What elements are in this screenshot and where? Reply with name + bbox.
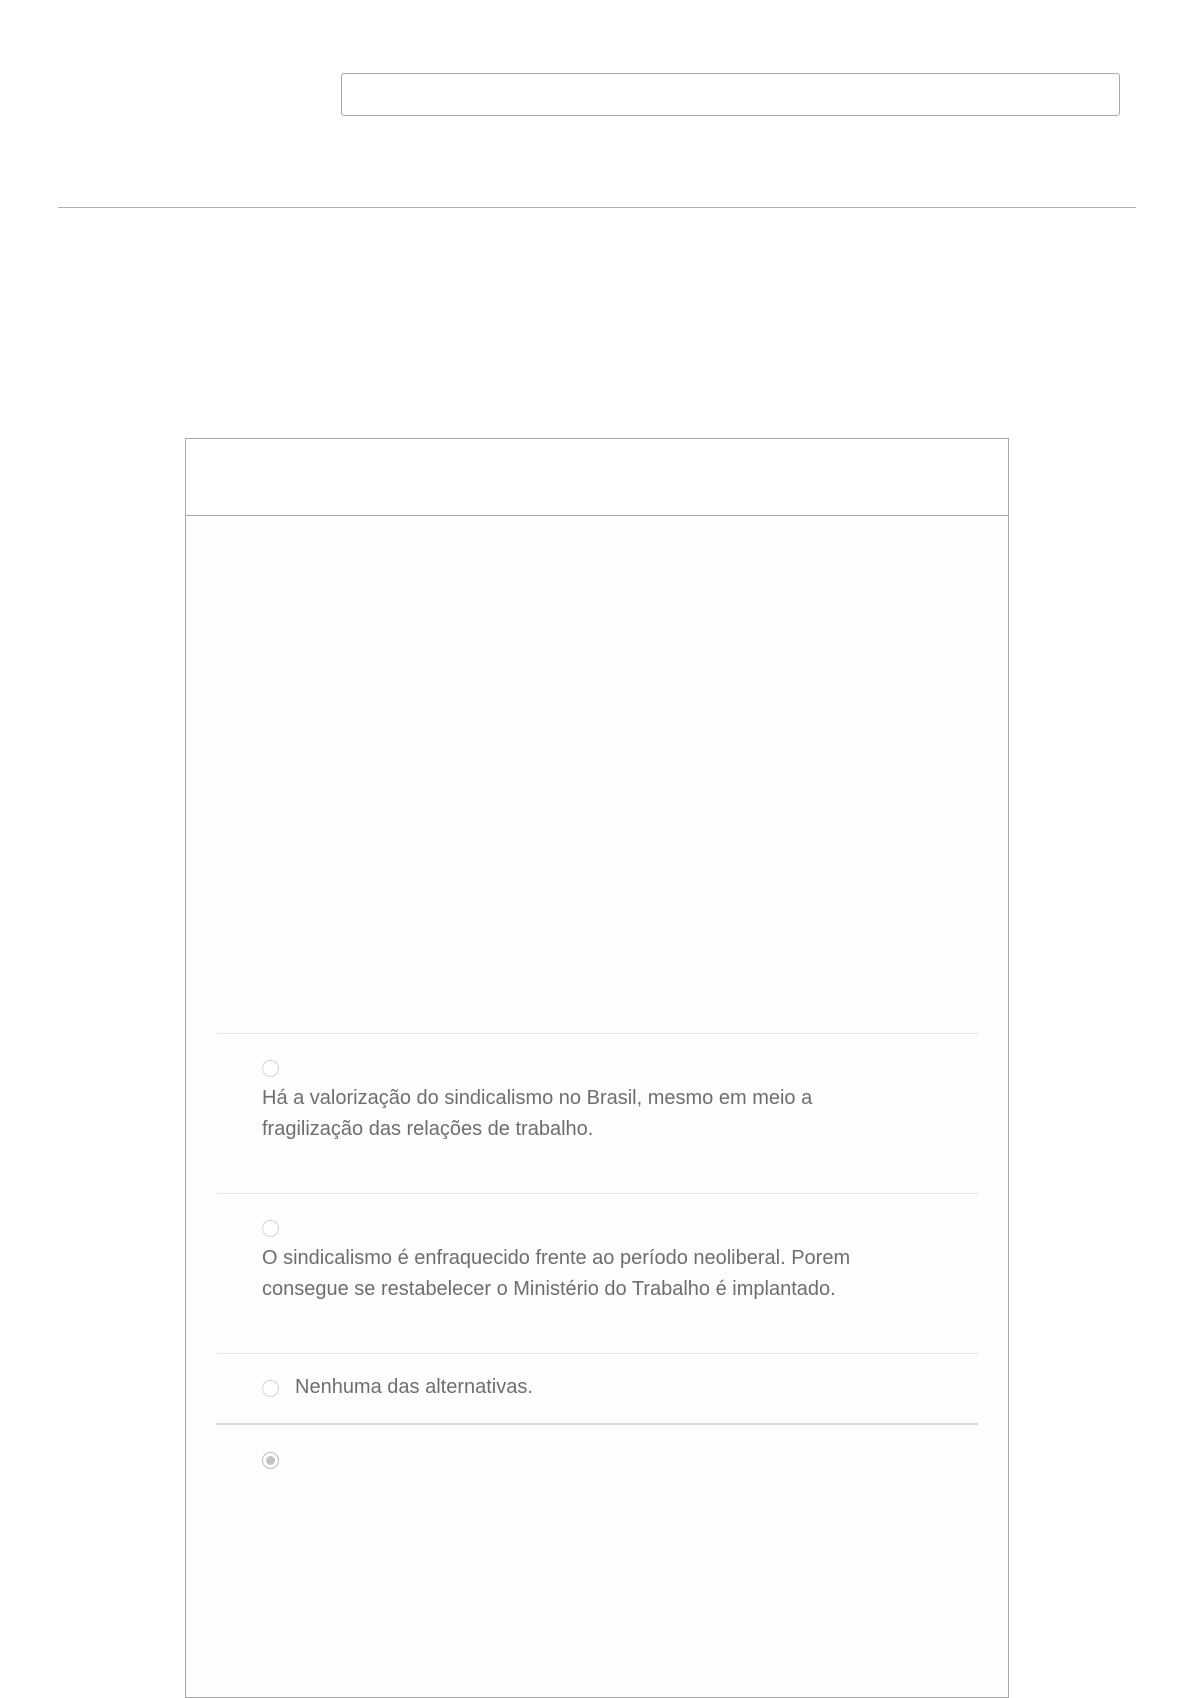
radio-unchecked-icon[interactable] bbox=[262, 1060, 279, 1077]
answer-text-field[interactable] bbox=[341, 73, 1120, 116]
question-card bbox=[185, 438, 1009, 1698]
section-divider bbox=[58, 207, 1136, 208]
option-c[interactable] bbox=[217, 1353, 978, 1425]
option-a[interactable] bbox=[217, 1033, 978, 1193]
option-c-text: Nenhuma das alternativas. bbox=[295, 1376, 533, 1398]
radio-checked-icon[interactable] bbox=[262, 1452, 279, 1469]
option-b[interactable] bbox=[217, 1193, 978, 1353]
option-d[interactable] bbox=[217, 1426, 978, 1546]
option-b-text: O sindicalismo é enfraquecido frente ao período neoliberal. Porem consegue se restabelecer o Ministério do Trabalho é implantado. bbox=[262, 1247, 851, 1300]
option-a-text: Há a valorização do sindicalismo no Brasil, mesmo em meio a fragilização das relações de trabalho. bbox=[262, 1087, 813, 1140]
question-body bbox=[186, 516, 1008, 1696]
question-header bbox=[186, 439, 1008, 516]
radio-unchecked-icon[interactable] bbox=[262, 1220, 279, 1237]
radio-unchecked-icon[interactable] bbox=[262, 1380, 279, 1397]
